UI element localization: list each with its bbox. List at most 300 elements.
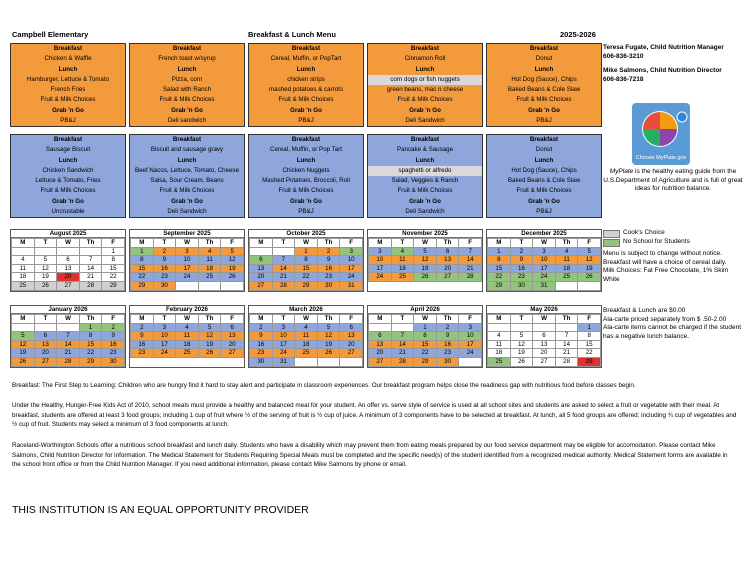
myplate-brand-text: Choose MyPlate.gov (635, 155, 687, 161)
weekday-header: M (250, 239, 273, 248)
calendar-day: 25 (555, 273, 578, 282)
calendar-day: 13 (57, 264, 80, 273)
calendar-day: 26 (578, 273, 601, 282)
price-notes (603, 307, 743, 341)
weekday-header: F (459, 239, 482, 248)
calendar-day: 31 (533, 281, 556, 290)
calendar-day: 11 (391, 256, 414, 265)
calendar-day: 28 (391, 357, 414, 366)
calendar-month (367, 229, 483, 292)
calendar-day (533, 323, 556, 332)
calendar-day: 17 (369, 264, 392, 273)
calendar-day: 28 (57, 357, 80, 366)
calendar-day: 5 (221, 247, 244, 256)
calendar-day: 12 (12, 340, 35, 349)
calendar-day: 28 (272, 281, 295, 290)
calendar-day: 2 (153, 247, 176, 256)
calendar-day: 27 (436, 273, 459, 282)
weekday-header: M (369, 315, 392, 324)
calendar-day: 14 (459, 256, 482, 265)
calendar-day: 11 (295, 332, 318, 341)
calendar-day: 5 (578, 247, 601, 256)
calendar-month (10, 305, 126, 368)
weekday-header: M (488, 239, 511, 248)
calendar-day: 5 (198, 323, 221, 332)
calendar-day: 8 (102, 256, 125, 265)
contact-manager-phone: 606-836-3210 (603, 52, 644, 60)
contact-manager-name: Teresa Fugate, Child Nutrition Manager (603, 44, 724, 51)
calendar-day: 27 (369, 357, 392, 366)
calendar-day: 26 (414, 273, 437, 282)
weekday-header: M (12, 239, 35, 248)
weekday-header: F (221, 239, 244, 248)
menu-line: Deli Sandwich (405, 208, 445, 216)
calendar-day: 9 (102, 332, 125, 341)
menu-line: Grab 'n Go (52, 197, 84, 205)
note-milk: Milk Choices: Fat Free Chocolate, 1% Skim White (603, 267, 729, 283)
calendar-day: 14 (391, 340, 414, 349)
weekday-header: T (510, 239, 533, 248)
weekday-header: Th (436, 239, 459, 248)
calendar-day: 5 (510, 332, 533, 341)
calendar-day: 9 (436, 332, 459, 341)
calendar-day: 29 (414, 357, 437, 366)
calendar-day: 16 (250, 340, 273, 349)
weekday-header: Th (79, 239, 102, 248)
calendar-day: 17 (176, 264, 199, 273)
menu-line: Hot Dog (Sauce), Chips (511, 166, 577, 174)
menu-line: Grab 'n Go (52, 106, 84, 114)
calendar-day: 12 (414, 256, 437, 265)
calendar-day: 30 (153, 281, 176, 290)
contact-block (603, 44, 724, 84)
menu-line: Lunch (58, 156, 78, 164)
calendar-month (129, 305, 245, 368)
menu-day-1 (10, 134, 126, 218)
menu-line: Fruit & Milk Choices (278, 187, 334, 195)
menu-line: Grab 'n Go (528, 106, 560, 114)
calendar-day (12, 247, 35, 256)
calendar-row-1 (10, 229, 602, 292)
calendar-day: 18 (391, 264, 414, 273)
menu-line: PB&J (60, 117, 76, 125)
calendar-month-title: March 2026 (249, 306, 363, 314)
calendar-day (176, 281, 199, 290)
menu-line: Breakfast (529, 45, 559, 52)
price-free: Breakfast & Lunch are $0.00 (603, 307, 686, 314)
calendar-month-title: November 2025 (368, 230, 482, 238)
menu-line: Grab 'n Go (171, 197, 203, 205)
calendar-day: 20 (57, 273, 80, 282)
calendar-day (510, 323, 533, 332)
calendar-day: 16 (131, 340, 154, 349)
menu-line: Deli sandwich (167, 117, 207, 125)
calendar-day: 19 (221, 264, 244, 273)
menu-day-2 (129, 43, 245, 127)
menu-line: Deli Sandwich (405, 117, 445, 125)
calendar-day: 21 (459, 264, 482, 273)
calendar-day: 9 (250, 332, 273, 341)
calendar-day: 17 (533, 264, 556, 273)
calendar-day (391, 323, 414, 332)
calendar-day: 8 (79, 332, 102, 341)
calendar-day: 17 (459, 340, 482, 349)
menu-line: Chicken & Waffle (44, 55, 92, 63)
calendar-day (221, 281, 244, 290)
calendar-day: 26 (198, 349, 221, 358)
menu-line: Breakfast (410, 136, 440, 143)
calendar-day: 26 (34, 281, 57, 290)
calendar-day: 12 (317, 332, 340, 341)
weekday-header: Th (317, 315, 340, 324)
contact-director-name: Mike Salmons, Child Nutrition Director (603, 67, 722, 74)
calendar-day: 22 (79, 349, 102, 358)
calendar-day: 20 (369, 349, 392, 358)
calendar-month (10, 229, 126, 292)
calendar-day: 8 (488, 256, 511, 265)
weekday-header: F (459, 315, 482, 324)
menu-line: Fruit & Milk Choices (40, 96, 96, 104)
calendar-day (555, 323, 578, 332)
menu-line: Fruit & Milk Choices (159, 96, 215, 104)
calendar-day: 3 (369, 247, 392, 256)
calendar-day: 24 (272, 349, 295, 358)
note-cereal: Breakfast will have a choice of cereal daily. (603, 258, 727, 266)
calendar-day: 13 (221, 332, 244, 341)
menu-line: French Fries (50, 86, 86, 94)
calendar-day: 2 (250, 323, 273, 332)
menu-line: Grab 'n Go (171, 106, 203, 114)
menu-line: Fruit & Milk Choices (40, 187, 96, 195)
calendar-month (248, 229, 364, 292)
calendar-day: 31 (272, 357, 295, 366)
calendar-day: 3 (459, 323, 482, 332)
menu-day-1 (10, 43, 126, 127)
calendar-day: 28 (459, 273, 482, 282)
calendar-day: 29 (578, 357, 601, 366)
calendar-row-2 (10, 305, 602, 368)
menu-line: Chicken Sandwich (42, 166, 94, 174)
calendar-day: 18 (488, 349, 511, 358)
calendar-day: 10 (340, 256, 363, 265)
calendar-day: 16 (317, 264, 340, 273)
weekday-header: T (153, 315, 176, 324)
calendar-day: 23 (510, 273, 533, 282)
calendar-day: 22 (102, 273, 125, 282)
menu-line: Lunch (296, 156, 316, 164)
menu-line: Salad, Veggies & Ranch (391, 177, 459, 185)
calendar-day: 27 (340, 349, 363, 358)
calendar-day: 9 (317, 256, 340, 265)
menu-line: Breakfast (172, 45, 202, 52)
calendar-day: 24 (340, 273, 363, 282)
menu-day-4 (367, 134, 483, 218)
menu-week-row-2 (10, 134, 602, 218)
weekday-header: W (414, 239, 437, 248)
calendar-day: 18 (176, 340, 199, 349)
calendar-day: 20 (533, 349, 556, 358)
calendar-day: 21 (57, 349, 80, 358)
calendar-month-title: April 2026 (368, 306, 482, 314)
calendar-day: 23 (436, 349, 459, 358)
weekday-header: T (391, 239, 414, 248)
calendar-month (486, 305, 602, 368)
calendar-day: 14 (57, 340, 80, 349)
calendar-day: 25 (176, 349, 199, 358)
calendar-day: 26 (221, 273, 244, 282)
calendar-day (555, 281, 578, 290)
calendar-day: 18 (555, 264, 578, 273)
paragraph-breakfast: Breakfast: The First Step to Learning: Children who are hungry find it hard to stay alert and participate in classroom experiences. Our breakfast program helps close the readiness gap with nutritious food before classes begin. (12, 382, 636, 389)
calendar-day: 1 (488, 247, 511, 256)
menu-line: Sausage Biscuit (45, 146, 91, 154)
menu-line: Chicken Nuggets (282, 166, 330, 174)
menu-line: Donut (535, 55, 553, 63)
weekday-header: F (102, 239, 125, 248)
menu-line: Breakfast (410, 45, 440, 52)
menu-line: Deli Sandwich (167, 208, 207, 216)
menu-line: Cereal, Muffin, or PopTart (270, 55, 342, 63)
menu-line: Cereal, Muffin, or Pop Tart (270, 146, 342, 154)
calendar-day: 13 (34, 340, 57, 349)
calendar-day: 30 (102, 357, 125, 366)
calendar-day: 11 (198, 256, 221, 265)
calendar-day: 30 (317, 281, 340, 290)
weekday-header: M (131, 315, 154, 324)
weekday-header: W (57, 239, 80, 248)
calendar-day: 23 (131, 349, 154, 358)
weekday-header: M (250, 315, 273, 324)
calendar-day: 15 (131, 264, 154, 273)
calendar-month-title: August 2025 (11, 230, 125, 238)
weekday-header: M (488, 315, 511, 324)
calendar-day: 7 (57, 332, 80, 341)
menu-line: Breakfast (53, 136, 83, 143)
weekday-header: T (272, 315, 295, 324)
calendar-day: 28 (79, 281, 102, 290)
menu-line: Lunch (58, 65, 78, 73)
calendar-day: 23 (102, 349, 125, 358)
calendar-day (198, 281, 221, 290)
menu-day-4 (367, 43, 483, 127)
menu-line: Salad with Ranch (162, 86, 212, 94)
calendar-day: 11 (488, 340, 511, 349)
menu-line: Cinnamon Roll (404, 55, 446, 63)
menu-day-3 (248, 43, 364, 127)
calendar-day: 17 (340, 264, 363, 273)
weekday-header: F (221, 315, 244, 324)
calendar-day: 1 (79, 323, 102, 332)
calendar-day: 25 (295, 349, 318, 358)
weekday-header: T (391, 315, 414, 324)
calendar-day: 15 (79, 340, 102, 349)
menu-line: Beef Nacos, Lettuce, Tomato, Cheese (134, 166, 240, 174)
weekday-header: W (533, 239, 556, 248)
calendar-day: 13 (369, 340, 392, 349)
calendar-day (488, 323, 511, 332)
calendar-day: 23 (317, 273, 340, 282)
calendar-day: 24 (533, 273, 556, 282)
myplate-note-lead: MyPlate (609, 168, 634, 175)
menu-line: green beans, mac n cheese (386, 86, 464, 94)
calendar-day: 9 (131, 332, 154, 341)
calendar-day: 7 (272, 256, 295, 265)
calendar-day (57, 247, 80, 256)
calendar-day: 30 (250, 357, 273, 366)
menu-line: Lunch (415, 65, 435, 73)
menu-line: French toast w/syrup (158, 55, 216, 63)
menu-line: Baked Beans & Cole Slaw (507, 177, 581, 185)
calendar-day (250, 247, 273, 256)
calendar-month-title: February 2026 (130, 306, 244, 314)
calendar-day: 17 (153, 340, 176, 349)
calendar-day: 14 (555, 340, 578, 349)
weekday-header: Th (317, 239, 340, 248)
calendar-day: 12 (221, 256, 244, 265)
weekday-header: W (414, 315, 437, 324)
menu-line: Grab 'n Go (409, 197, 441, 205)
calendar-day (79, 247, 102, 256)
menu-line: Breakfast (172, 136, 202, 143)
weekday-header: W (295, 239, 318, 248)
menu-line: Breakfast (53, 45, 83, 52)
calendar-month-title: September 2025 (130, 230, 244, 238)
calendar-day: 20 (340, 340, 363, 349)
weekday-header: T (510, 315, 533, 324)
calendar-day: 7 (391, 332, 414, 341)
weekday-header: W (295, 315, 318, 324)
calendar-day: 3 (340, 247, 363, 256)
calendar-day (295, 357, 318, 366)
myplate-plate-icon (632, 103, 690, 165)
calendar-day: 12 (578, 256, 601, 265)
calendar-day: 7 (459, 247, 482, 256)
calendar-day: 1 (102, 247, 125, 256)
calendar-day: 19 (578, 264, 601, 273)
calendar-day: 13 (250, 264, 273, 273)
menu-line: corn dogs or fish nuggets (368, 75, 482, 85)
calendar-day (12, 323, 35, 332)
calendar-day: 20 (221, 340, 244, 349)
price-alacarte: Ala-carte priced separately from $ .50-2.00 (603, 315, 727, 323)
calendar-day: 2 (510, 247, 533, 256)
calendar-day: 10 (459, 332, 482, 341)
calendar-day: 9 (510, 256, 533, 265)
calendar-day: 22 (131, 273, 154, 282)
calendar-day: 27 (57, 281, 80, 290)
calendar-day (272, 247, 295, 256)
menu-line: Fruit & Milk Choices (278, 96, 334, 104)
calendar-day: 6 (436, 247, 459, 256)
paragraph-hhfka: Under the Healthy, Hunger-Free Kids Act of 2010, school meals must provide a healthy and balanced meal for your student. An offer vs. serve style of service is used at all school sites and students are asked to select a fruit or vegetable with their meal. At breakfast, students are offered at least 3 food groups; including 1 cup of fruit where ½ of the serving of fruit is ½ cup of juice. A minimum of 3 components have to be selected at breakfast. At lunch, all 5 food groups are offered; including ¾ cup of vegetables and ½ cup of fruit. Students may select a minimum of 3 food components at lunch. (12, 402, 737, 428)
calendar-day: 29 (102, 281, 125, 290)
menu-line: Hamburger, Lettuce & Tomato (26, 75, 110, 83)
myplate-note (603, 168, 743, 194)
calendar-day: 11 (555, 256, 578, 265)
weekday-header: T (153, 239, 176, 248)
calendar-day: 1 (131, 247, 154, 256)
weekday-header: T (272, 239, 295, 248)
calendar-day: 21 (79, 273, 102, 282)
menu-line: Pizza, corn (171, 75, 203, 83)
menu-line: Breakfast (291, 45, 321, 52)
calendar-day: 18 (295, 340, 318, 349)
calendar-day: 12 (510, 340, 533, 349)
calendar-month (486, 229, 602, 292)
calendar-month-title: October 2025 (249, 230, 363, 238)
calendar-day: 30 (436, 357, 459, 366)
menu-line: Grab 'n Go (290, 106, 322, 114)
calendar-day: 4 (176, 323, 199, 332)
calendar-day: 4 (488, 332, 511, 341)
footer-eoe: THIS INSTITUTION IS AN EQUAL OPPORTUNITY PROVIDER (12, 504, 309, 516)
weekday-header: F (578, 239, 601, 248)
calendar-month (129, 229, 245, 292)
menu-line: Mashed Potatoes, Broccoli, Roll (262, 177, 350, 185)
menu-day-2 (129, 134, 245, 218)
calendar-day: 20 (250, 273, 273, 282)
calendar-day: 5 (34, 256, 57, 265)
calendar-day (369, 323, 392, 332)
calendar-day: 14 (79, 264, 102, 273)
calendar-day: 28 (555, 357, 578, 366)
calendar-day: 10 (369, 256, 392, 265)
calendar-day: 26 (12, 357, 35, 366)
calendar-day: 13 (436, 256, 459, 265)
calendar-day: 15 (488, 264, 511, 273)
calendar-day: 19 (198, 340, 221, 349)
calendar-day (459, 357, 482, 366)
calendar-day: 24 (459, 349, 482, 358)
calendar-day (34, 247, 57, 256)
calendar-day: 16 (510, 264, 533, 273)
calendar-day: 31 (340, 281, 363, 290)
menu-line: PB&J (298, 117, 314, 125)
calendar-day: 15 (578, 340, 601, 349)
myplate-note-text: is the healthy eating guide from the U.S.Department of Agriculture and is full of great ideas for nutrition balance. (603, 168, 743, 192)
calendar-day: 19 (34, 273, 57, 282)
menu-line: Lunch (534, 65, 554, 73)
calendar-day: 13 (533, 340, 556, 349)
menu-line: Grab 'n Go (290, 197, 322, 205)
menu-line: Donut (535, 146, 553, 154)
calendar-day (317, 357, 340, 366)
weekday-header: F (340, 315, 363, 324)
weekday-header: F (340, 239, 363, 248)
calendar-day: 25 (12, 281, 35, 290)
menu-week-row-1 (10, 43, 602, 127)
calendar-day: 24 (153, 349, 176, 358)
calendar-day: 5 (414, 247, 437, 256)
contact-director-phone: 606-836-7218 (603, 75, 644, 83)
calendar-day: 17 (272, 340, 295, 349)
menu-day-3 (248, 134, 364, 218)
paragraph-accommodation: Raceland-Worthington Schools offer a nutritious school breakfast and lunch daily. Students who have a disability which may prevent them from eating meals prepared by our food service department may be eligible for accomodation. Please contact Mike Salmons, Child Nutrition Director for information. The Medical Statement for Students Requiring Special Meals must be completed and the specific need(s) of the student identified from a recognized medical authority. Medical Statement forms are available in the school front office or from the Child Nutrition Manager. If you need additional information, please contact Mike Salmons by phone or email. (12, 442, 728, 468)
weekday-header: Th (79, 315, 102, 324)
weekday-header: M (12, 315, 35, 324)
calendar-day: 11 (176, 332, 199, 341)
calendar-day: 26 (510, 357, 533, 366)
calendar-day (34, 323, 57, 332)
weekday-header: Th (198, 315, 221, 324)
calendar-day: 2 (436, 323, 459, 332)
calendar-day: 4 (391, 247, 414, 256)
calendar-day: 4 (555, 247, 578, 256)
menu-line: mashed potatoes & carrots (269, 86, 343, 94)
calendar-day: 3 (533, 247, 556, 256)
calendar-day: 6 (221, 323, 244, 332)
calendar-day: 25 (391, 273, 414, 282)
